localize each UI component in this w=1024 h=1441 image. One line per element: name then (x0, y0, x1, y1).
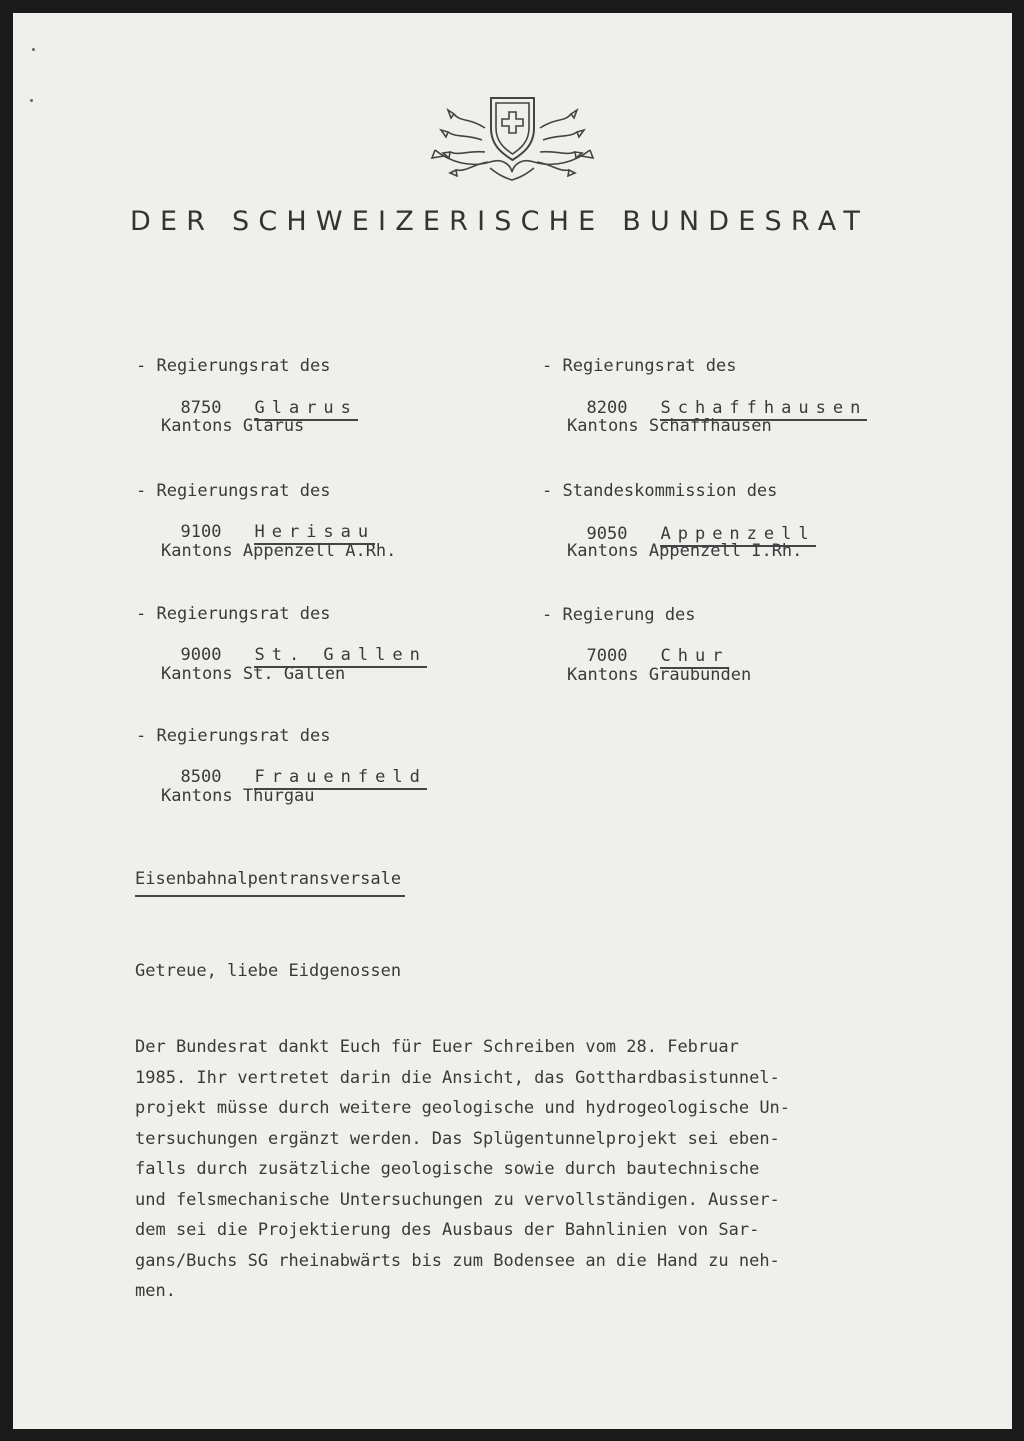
paper-speck (30, 99, 33, 102)
postal-code: 8500 (180, 767, 222, 787)
addressee-canton: Kantons Graubünden (567, 665, 752, 685)
body-line: 1985. Ihr vertretet darin die Ansicht, das Gotthardbasistunnel- (135, 1067, 780, 1088)
addressee-line: - Regierungsrat des (136, 726, 331, 746)
swiss-coat-of-arms-icon (430, 88, 595, 184)
body-line: men. (135, 1281, 176, 1301)
body-line: projekt müsse durch weitere geologische und hydrogeologische Un- (135, 1098, 791, 1118)
city-name: St. Gallen (254, 645, 426, 668)
postal-code: 7000 (586, 646, 628, 666)
letterhead-title: DER SCHWEIZERISCHE BUNDESRAT (130, 206, 870, 237)
addressee-line: - Regierungsrat des (542, 356, 737, 376)
addressee-city (160, 625, 427, 665)
addressee-city (160, 378, 358, 418)
body-line: gans/Buchs SG rheinabwärts bis zum Bodensee an die Hand zu neh- (135, 1250, 780, 1271)
postal-code: 9000 (180, 645, 222, 665)
addressee-city (566, 378, 867, 418)
addressee-line: - Regierungsrat des (136, 356, 331, 376)
addressee-canton: Kantons Appenzell I.Rh. (567, 541, 803, 561)
city-name: Glarus (254, 398, 357, 421)
addressee-canton: Kantons Thurgau (161, 786, 315, 806)
body-line: und felsmechanische Untersuchungen zu vervollständigen. Ausser- (135, 1189, 780, 1210)
city-name: Appenzell (660, 524, 815, 547)
body-line: Der Bundesrat dankt Euch für Euer Schreiben vom 28. Februar (135, 1037, 739, 1057)
postal-code: 8200 (586, 398, 628, 418)
city-name: Frauenfeld (254, 767, 426, 790)
paper-speck (32, 48, 35, 51)
addressee-canton: Kantons Glarus (161, 416, 305, 436)
city-name: Schaffhausen (660, 398, 867, 421)
addressee-canton: Kantons Appenzell A.Rh. (161, 541, 397, 561)
addressee-line: - Regierungsrat des (136, 604, 331, 624)
subject-line: Eisenbahnalpentransversale (135, 869, 405, 897)
city-name: Chur (660, 646, 729, 669)
postal-code: 9100 (180, 522, 222, 542)
postal-code: 8750 (180, 398, 222, 418)
addressee-canton: Kantons St. Gallen (161, 664, 346, 684)
addressee-canton: Kantons Schaffhausen (567, 416, 772, 436)
addressee-city (566, 626, 729, 666)
body-line: falls durch zusätzliche geologische sowie durch bautechnische (135, 1159, 760, 1179)
body-line: tersuchungen ergänzt werden. Das Splügentunnelprojekt sei eben- (135, 1128, 780, 1149)
addressee-line: - Standeskommission des (542, 481, 778, 501)
addressee-city (160, 502, 375, 542)
city-name: Herisau (254, 522, 375, 545)
addressee-line: - Regierungsrat des (136, 481, 331, 501)
addressee-line: - Regierung des (542, 605, 696, 625)
salutation: Getreue, liebe Eidgenossen (135, 961, 402, 981)
addressee-city (160, 747, 427, 787)
body-line: dem sei die Projektierung des Ausbaus der Bahnlinien von Sar- (135, 1220, 760, 1240)
letter-body (135, 1032, 925, 1307)
addressee-city (566, 504, 816, 544)
postal-code: 9050 (586, 524, 628, 544)
